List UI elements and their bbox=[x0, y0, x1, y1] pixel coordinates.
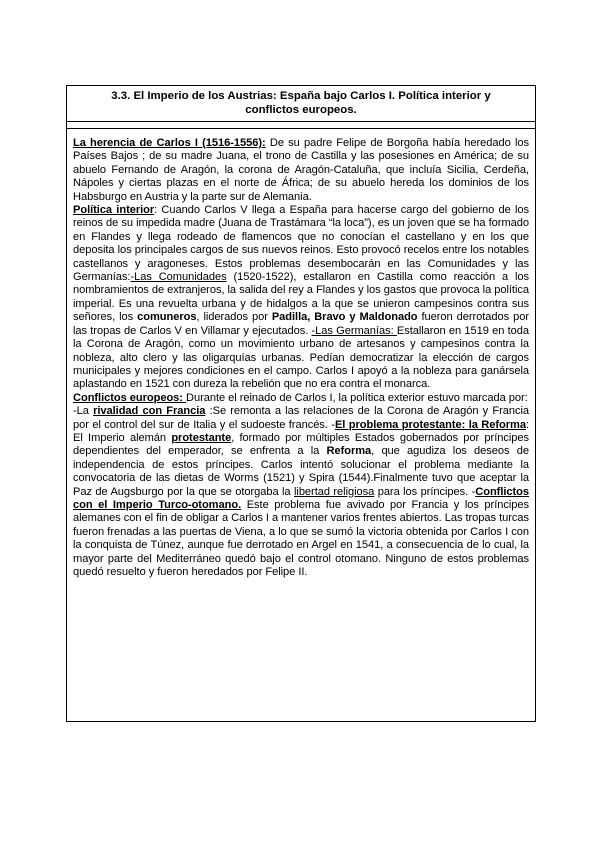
comuneros-term: comuneros bbox=[137, 311, 197, 324]
politica-heading: Política interior bbox=[73, 204, 155, 217]
herencia-heading: La herencia de Carlos I (1516-1556): bbox=[73, 137, 266, 149]
conflictos-text-8: Este problema fue avivado por Francia y los príncipes alemanes con el fin de obligar a Carlos I a mantener varios frentes abiertos. Las tropas turcas fueron frenadas a las puertas de Viena, a lo que se sumó la victoria obtenida por Carlos I con la conquista de Túnez, aunque fue derrotado en Argel en 1541, a consecuencia de lo cual, la mayor parte del Mediterráneo quedó bajo el control otomano. Ninguno de estos problemas quedó resuelto y fueron heredados por Felipe II. bbox=[73, 498, 529, 578]
conflictos-text-2: -La bbox=[73, 405, 94, 418]
title-line-2: conflictos europeos. bbox=[245, 104, 357, 116]
libertad-religiosa-term: libertad religiosa bbox=[293, 485, 375, 498]
politica-text-3: , liderados por bbox=[196, 311, 272, 324]
document-frame bbox=[66, 85, 536, 722]
conflictos-text-4: : El Imperio alemán bbox=[73, 418, 529, 444]
politica-text-4: fueron derrotados por las tropas de Carlos V en Villamar y ejecutados. bbox=[73, 311, 529, 337]
herencia-text: De su padre Felipe de Borgoña había heredado los Países Bajos ; de su madre Juana, el trono de Castilla y las posesiones en América; de su abuelo Fernando de Aragón, la corona de Aragón-Cataluña, que incluía Sicilia, Cerdeña, Nápoles y ciertas plazas en el norte de África; de su abuelo hereda los dominios de los Habsburgo en Austria y la parte sur de Alemania. bbox=[73, 137, 529, 203]
conflictos-text-6: , que agudiza los deseos de independencia de estos príncipes. Carlos intentó solucionar el problema mediante la convocatoria de las dietas de Worms (1521) y Spira (1544).Finalmente tuvo que aceptar la Paz de Augsburgo por la que se otorgaba la bbox=[73, 445, 529, 498]
reforma-term: Reforma bbox=[326, 445, 372, 458]
politica-text-5: Estallaron en 1519 en toda la Corona de Aragón, como un movimiento urbano de artesanos y campesinos contra la nobleza, alto clero y las oligarquías urbanas. Pedían democratizar la elección de cargos municipales y mejores condiciones en el campo. Carlos I apoyó a la nobleza para ganársela aplastando en 1521 con dureza la rebelión que no era contra el monarca. bbox=[73, 324, 530, 391]
conflictos-paragraph bbox=[73, 405, 529, 579]
page-title bbox=[67, 86, 535, 122]
conflictos-text-1: Durante el reinado de Carlos I, la política exterior estuvo marcada por: bbox=[185, 391, 528, 404]
conflictos-heading: Conflictos europeos: bbox=[73, 391, 186, 404]
conflictos-text-3: :Se remonta a las relaciones de la Corona de Aragón y Francia por el control del sur de Italia y el sudoeste francés. - bbox=[73, 405, 529, 431]
protestante-term: protestante bbox=[171, 431, 232, 444]
turco-otomano-term: Conflictos con el Imperio Turco-otomano. bbox=[73, 485, 529, 511]
herencia-paragraph bbox=[73, 137, 529, 204]
conflictos-text-5: , formado por múltiples Estados gobernados por príncipes dependientes del emperador, se enfrenta a la bbox=[73, 431, 529, 458]
conflictos-text-7: para los príncipes. - bbox=[374, 485, 476, 498]
germanias-term: -Las Germanías: bbox=[311, 324, 397, 337]
title-line-1: 3.3. El Imperio de los Austrias: España bajo Carlos I. Política interior y bbox=[111, 90, 491, 102]
politica-text-1: : Cuando Carlos V llega a España para hacerse cargo del gobierno de los reinos de su impedida madre (Juana de Trastámara “la loca”), es un joven que se ha formado en Flandes y llega rodeado de flamencos que no conocían el castellano y en los que deposita los principales cargos de sus nuevos reinos. Esto provocó recelos entre los notables castellanos y aragoneses. Estos problemas desembocarán en las Comunidades y las Germanías: bbox=[73, 204, 530, 284]
conflictos-heading-paragraph bbox=[73, 392, 529, 405]
politica-text-2: (1520-1522), estallaron en Castilla como reacción a los nombramientos de extranjeros, la salida del rey a Flandes y los gastos que provoca la política imperial. Es una revuelta urbana y de hidalgos a la que se unieron campesinos contra sus señores, los bbox=[73, 271, 529, 324]
politica-paragraph bbox=[73, 204, 529, 392]
problema-protestante-term: El problema protestante: la Reforma bbox=[334, 418, 526, 431]
rivalidad-term: rivalidad con Francia bbox=[93, 405, 206, 418]
content-cell bbox=[67, 128, 535, 579]
comunidades-term: -Las Comunidades bbox=[130, 271, 227, 284]
lideres-term: Padilla, Bravo y Maldonado bbox=[271, 311, 418, 324]
